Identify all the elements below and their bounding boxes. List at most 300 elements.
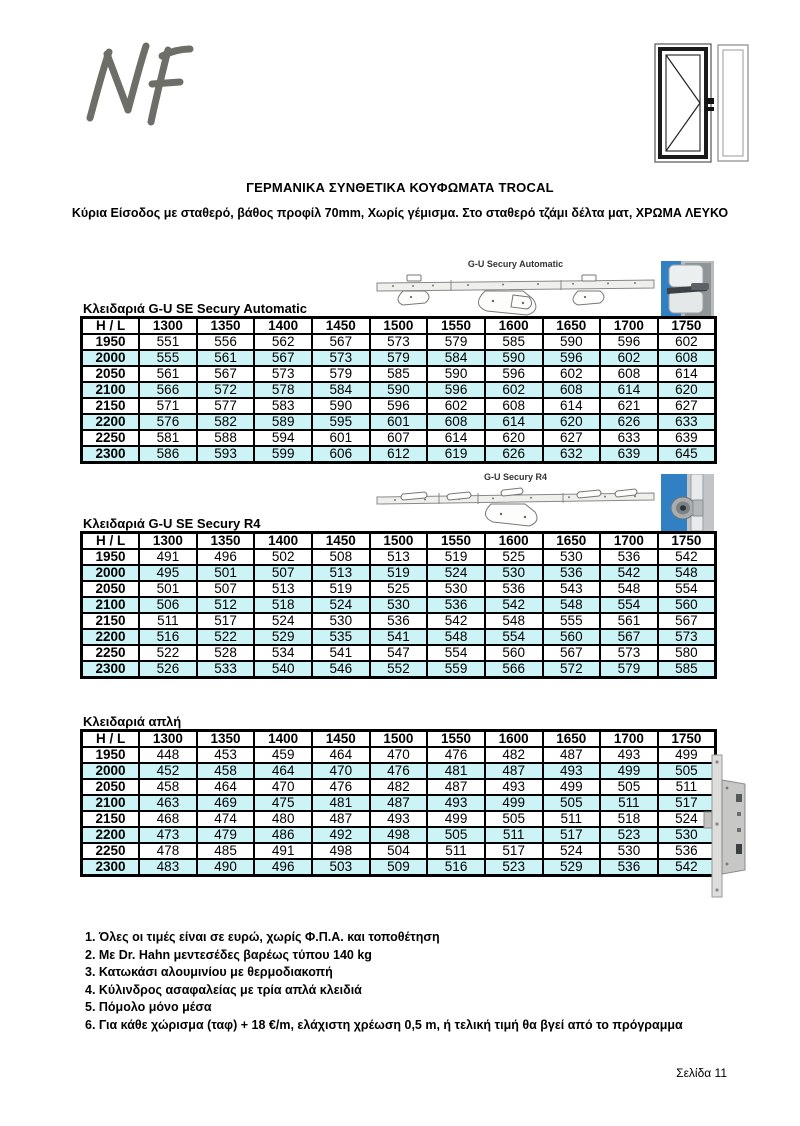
note-6: 6. Για κάθε χώρισμα (ταφ) + 18 €/m, ελάχιστη χρέωση 0,5 m, ή τελική τιμή θα βγεί από το πρόγραμμα xyxy=(85,1017,683,1032)
price-cell: 547 xyxy=(370,645,428,661)
price-cell: 588 xyxy=(197,430,255,446)
row-header: 2100 xyxy=(82,382,140,398)
table-row xyxy=(82,827,716,843)
price-cell: 548 xyxy=(427,629,485,645)
price-cell: 607 xyxy=(370,430,428,446)
price-cell: 542 xyxy=(658,859,716,876)
price-cell: 499 xyxy=(600,763,658,779)
price-cell: 586 xyxy=(139,446,197,463)
price-cell: 534 xyxy=(254,645,312,661)
price-cell: 493 xyxy=(485,779,543,795)
price-cell: 619 xyxy=(427,446,485,463)
price-cell: 470 xyxy=(370,747,428,763)
note-4: 4. Κύλινδρος ασαφαλείας με τρία απλά κλειδιά xyxy=(85,982,362,997)
price-cell: 541 xyxy=(370,629,428,645)
price-cell: 573 xyxy=(370,334,428,350)
price-cell: 596 xyxy=(427,382,485,398)
price-cell: 496 xyxy=(254,859,312,876)
price-cell: 582 xyxy=(197,414,255,430)
price-cell: 566 xyxy=(139,382,197,398)
price-cell: 519 xyxy=(427,549,485,565)
lock-image-secury-r4 xyxy=(373,472,718,534)
price-cell: 612 xyxy=(370,446,428,463)
table-row xyxy=(82,747,716,763)
row-header: 2300 xyxy=(82,859,140,876)
price-cell: 614 xyxy=(485,414,543,430)
price-cell: 579 xyxy=(600,661,658,678)
price-cell: 595 xyxy=(312,414,370,430)
price-cell: 509 xyxy=(370,859,428,876)
price-cell: 530 xyxy=(600,843,658,859)
price-cell: 496 xyxy=(197,549,255,565)
column-header: 1650 xyxy=(543,533,601,550)
price-cell: 528 xyxy=(197,645,255,661)
price-cell: 551 xyxy=(139,334,197,350)
price-cell: 518 xyxy=(600,811,658,827)
price-cell: 468 xyxy=(139,811,197,827)
column-header: 1650 xyxy=(543,731,601,748)
price-cell: 526 xyxy=(139,661,197,678)
price-cell: 579 xyxy=(312,366,370,382)
price-cell: 530 xyxy=(370,597,428,613)
price-cell: 620 xyxy=(543,414,601,430)
price-cell: 491 xyxy=(139,549,197,565)
price-cell: 608 xyxy=(658,350,716,366)
table-row xyxy=(82,811,716,827)
price-cell: 596 xyxy=(370,398,428,414)
row-header: 2000 xyxy=(82,565,140,581)
price-cell: 602 xyxy=(543,366,601,382)
price-cell: 571 xyxy=(139,398,197,414)
price-cell: 511 xyxy=(543,811,601,827)
column-header: 1400 xyxy=(254,533,312,550)
price-cell: 448 xyxy=(139,747,197,763)
row-header: 2150 xyxy=(82,613,140,629)
price-cell: 596 xyxy=(485,366,543,382)
price-cell: 561 xyxy=(600,613,658,629)
price-cell: 578 xyxy=(254,382,312,398)
price-cell: 452 xyxy=(139,763,197,779)
price-cell: 529 xyxy=(254,629,312,645)
price-cell: 458 xyxy=(197,763,255,779)
header-row xyxy=(82,533,716,550)
price-cell: 567 xyxy=(543,645,601,661)
price-cell: 476 xyxy=(312,779,370,795)
price-cell: 487 xyxy=(427,779,485,795)
price-cell: 505 xyxy=(543,795,601,811)
price-cell: 517 xyxy=(485,843,543,859)
price-cell: 453 xyxy=(197,747,255,763)
column-header: H / L xyxy=(82,318,140,335)
row-header: 2250 xyxy=(82,843,140,859)
price-cell: 540 xyxy=(254,661,312,678)
price-cell: 482 xyxy=(370,779,428,795)
price-cell: 633 xyxy=(658,414,716,430)
lock-strip-drawing-icon xyxy=(373,269,658,317)
price-cell: 504 xyxy=(370,843,428,859)
price-cell: 561 xyxy=(197,350,255,366)
table-row xyxy=(82,613,716,629)
table-row xyxy=(82,661,716,678)
column-header: 1350 xyxy=(197,533,255,550)
price-cell: 608 xyxy=(485,398,543,414)
price-cell: 632 xyxy=(543,446,601,463)
price-cell: 645 xyxy=(658,446,716,463)
column-header: H / L xyxy=(82,533,140,550)
price-cell: 596 xyxy=(543,350,601,366)
price-cell: 458 xyxy=(139,779,197,795)
price-cell: 560 xyxy=(485,645,543,661)
price-cell: 487 xyxy=(485,763,543,779)
row-header: 2050 xyxy=(82,581,140,597)
price-cell: 513 xyxy=(370,549,428,565)
price-cell: 516 xyxy=(427,859,485,876)
column-header: 1600 xyxy=(485,731,543,748)
column-header: 1450 xyxy=(312,533,370,550)
column-header: 1300 xyxy=(139,731,197,748)
price-cell: 501 xyxy=(139,581,197,597)
price-cell: 602 xyxy=(658,334,716,350)
price-cell: 517 xyxy=(543,827,601,843)
price-cell: 486 xyxy=(254,827,312,843)
price-cell: 498 xyxy=(370,827,428,843)
price-cell: 511 xyxy=(139,613,197,629)
price-cell: 505 xyxy=(658,763,716,779)
price-cell: 502 xyxy=(254,549,312,565)
price-cell: 503 xyxy=(312,859,370,876)
price-cell: 573 xyxy=(658,629,716,645)
price-cell: 554 xyxy=(658,581,716,597)
price-table-simple-lock xyxy=(80,729,717,877)
price-cell: 487 xyxy=(543,747,601,763)
price-cell: 490 xyxy=(197,859,255,876)
column-header: 1500 xyxy=(370,533,428,550)
price-cell: 511 xyxy=(600,795,658,811)
price-cell: 633 xyxy=(600,430,658,446)
price-cell: 474 xyxy=(197,811,255,827)
price-cell: 542 xyxy=(485,597,543,613)
price-cell: 479 xyxy=(197,827,255,843)
price-cell: 524 xyxy=(312,597,370,613)
price-cell: 543 xyxy=(543,581,601,597)
column-header: 1300 xyxy=(139,533,197,550)
price-cell: 491 xyxy=(254,843,312,859)
row-header: 1950 xyxy=(82,549,140,565)
price-cell: 536 xyxy=(600,859,658,876)
price-cell: 541 xyxy=(312,645,370,661)
price-table xyxy=(80,729,717,877)
price-cell: 513 xyxy=(312,565,370,581)
price-cell: 478 xyxy=(139,843,197,859)
price-cell: 626 xyxy=(600,414,658,430)
price-cell: 585 xyxy=(370,366,428,382)
column-header: 1750 xyxy=(658,318,716,335)
row-header: 2200 xyxy=(82,827,140,843)
column-header: 1550 xyxy=(427,318,485,335)
table-row xyxy=(82,645,716,661)
price-cell: 519 xyxy=(370,565,428,581)
price-cell: 602 xyxy=(427,398,485,414)
row-header: 2000 xyxy=(82,763,140,779)
lock-image-caption: G-U Secury R4 xyxy=(483,472,548,482)
price-cell: 599 xyxy=(254,446,312,463)
row-header: 2050 xyxy=(82,366,140,382)
price-cell: 499 xyxy=(485,795,543,811)
price-cell: 512 xyxy=(197,597,255,613)
price-cell: 536 xyxy=(427,597,485,613)
price-cell: 590 xyxy=(427,366,485,382)
price-cell: 495 xyxy=(139,565,197,581)
price-cell: 596 xyxy=(600,334,658,350)
price-cell: 463 xyxy=(139,795,197,811)
price-cell: 522 xyxy=(139,645,197,661)
price-cell: 523 xyxy=(485,859,543,876)
price-cell: 481 xyxy=(427,763,485,779)
price-cell: 573 xyxy=(254,366,312,382)
price-cell: 501 xyxy=(197,565,255,581)
price-cell: 573 xyxy=(312,350,370,366)
table-label-simple-lock: Κλειδαριά απλή xyxy=(83,714,182,729)
price-cell: 577 xyxy=(197,398,255,414)
price-cell: 505 xyxy=(600,779,658,795)
table-row xyxy=(82,382,716,398)
price-cell: 499 xyxy=(427,811,485,827)
price-cell: 620 xyxy=(658,382,716,398)
price-cell: 530 xyxy=(543,549,601,565)
price-cell: 487 xyxy=(370,795,428,811)
price-cell: 573 xyxy=(600,645,658,661)
price-cell: 523 xyxy=(600,827,658,843)
notes-list xyxy=(85,929,735,1034)
lock-photo-latch xyxy=(661,261,714,318)
table-row xyxy=(82,843,716,859)
price-cell: 614 xyxy=(427,430,485,446)
table-row xyxy=(82,795,716,811)
column-header: 1350 xyxy=(197,731,255,748)
column-header: 1450 xyxy=(312,318,370,335)
price-cell: 555 xyxy=(543,613,601,629)
header-row xyxy=(82,318,716,335)
table-row xyxy=(82,565,716,581)
price-cell: 464 xyxy=(312,747,370,763)
price-cell: 469 xyxy=(197,795,255,811)
price-cell: 524 xyxy=(658,811,716,827)
price-cell: 567 xyxy=(312,334,370,350)
price-cell: 554 xyxy=(485,629,543,645)
price-cell: 548 xyxy=(658,565,716,581)
price-cell: 524 xyxy=(427,565,485,581)
price-cell: 606 xyxy=(312,446,370,463)
price-cell: 542 xyxy=(427,613,485,629)
table-row xyxy=(82,350,716,366)
price-cell: 627 xyxy=(543,430,601,446)
price-cell: 602 xyxy=(600,350,658,366)
price-cell: 505 xyxy=(427,827,485,843)
column-header: 1550 xyxy=(427,731,485,748)
table-label-secury-automatic: Κλειδαριά G-U SE Secury Automatic xyxy=(83,301,307,316)
table-row xyxy=(82,581,716,597)
price-cell: 542 xyxy=(600,565,658,581)
page-subtitle: Κύρια Είσοδος με σταθερό, βάθος προφίλ 70mm, Χωρίς γέμισμα. Στο σταθερό τζάμι δέλτα ματ, ΧΡΩΜΑ ΛΕΥΚΟ xyxy=(71,206,729,220)
table-row xyxy=(82,597,716,613)
note-5: 5. Πόμολο μόνο μέσα xyxy=(85,1000,212,1014)
price-cell: 483 xyxy=(139,859,197,876)
price-cell: 590 xyxy=(370,382,428,398)
column-header: 1500 xyxy=(370,318,428,335)
table-row xyxy=(82,446,716,463)
price-cell: 493 xyxy=(600,747,658,763)
price-cell: 511 xyxy=(658,779,716,795)
price-cell: 554 xyxy=(600,597,658,613)
price-cell: 464 xyxy=(254,763,312,779)
price-cell: 548 xyxy=(543,597,601,613)
price-cell: 507 xyxy=(197,581,255,597)
price-cell: 476 xyxy=(427,747,485,763)
price-cell: 560 xyxy=(658,597,716,613)
price-cell: 499 xyxy=(658,747,716,763)
column-header: 1400 xyxy=(254,731,312,748)
row-header: 2050 xyxy=(82,779,140,795)
column-header: H / L xyxy=(82,731,140,748)
price-cell: 614 xyxy=(600,382,658,398)
price-cell: 482 xyxy=(485,747,543,763)
price-table xyxy=(80,531,717,679)
price-cell: 459 xyxy=(254,747,312,763)
column-header: 1700 xyxy=(600,731,658,748)
price-cell: 505 xyxy=(485,811,543,827)
price-cell: 608 xyxy=(427,414,485,430)
table-row xyxy=(82,334,716,350)
door-schematic-icon xyxy=(643,36,768,171)
price-cell: 536 xyxy=(658,843,716,859)
price-cell: 464 xyxy=(197,779,255,795)
row-header: 2150 xyxy=(82,398,140,414)
price-cell: 542 xyxy=(658,549,716,565)
price-cell: 498 xyxy=(312,843,370,859)
price-cell: 567 xyxy=(600,629,658,645)
table-row xyxy=(82,763,716,779)
price-cell: 536 xyxy=(370,613,428,629)
price-cell: 554 xyxy=(427,645,485,661)
price-cell: 529 xyxy=(543,859,601,876)
price-cell: 546 xyxy=(312,661,370,678)
price-cell: 485 xyxy=(197,843,255,859)
price-cell: 561 xyxy=(139,366,197,382)
price-cell: 506 xyxy=(139,597,197,613)
price-cell: 511 xyxy=(485,827,543,843)
row-header: 2100 xyxy=(82,795,140,811)
lock-strip-drawing-icon xyxy=(373,482,658,530)
price-cell: 552 xyxy=(370,661,428,678)
price-cell: 536 xyxy=(485,581,543,597)
price-cell: 480 xyxy=(254,811,312,827)
column-header: 1450 xyxy=(312,731,370,748)
price-cell: 530 xyxy=(658,827,716,843)
table-row xyxy=(82,414,716,430)
page-title: ΓΕΡΜΑΝΙΚΑ ΣΥΝΘΕΤΙΚΑ ΚΟΥΦΩΜΑΤΑ TROCAL xyxy=(246,180,554,195)
price-cell: 590 xyxy=(312,398,370,414)
price-cell: 581 xyxy=(139,430,197,446)
price-cell: 525 xyxy=(485,549,543,565)
row-header: 2300 xyxy=(82,446,140,463)
price-cell: 524 xyxy=(254,613,312,629)
price-cell: 513 xyxy=(254,581,312,597)
row-header: 2200 xyxy=(82,414,140,430)
row-header: 2250 xyxy=(82,430,140,446)
row-header: 2250 xyxy=(82,645,140,661)
column-header: 1600 xyxy=(485,533,543,550)
row-header: 1950 xyxy=(82,747,140,763)
price-cell: 562 xyxy=(254,334,312,350)
price-cell: 548 xyxy=(485,613,543,629)
lock-image-caption: G-U Secury Automatic xyxy=(467,259,564,269)
lock-image-secury-automatic xyxy=(373,259,718,321)
row-header: 2000 xyxy=(82,350,140,366)
table-row xyxy=(82,398,716,414)
table-row xyxy=(82,430,716,446)
price-cell: 593 xyxy=(197,446,255,463)
price-cell: 567 xyxy=(254,350,312,366)
price-cell: 626 xyxy=(485,446,543,463)
price-table xyxy=(80,316,717,464)
price-cell: 639 xyxy=(600,446,658,463)
nf-logo xyxy=(82,40,202,130)
price-cell: 560 xyxy=(543,629,601,645)
row-header: 2300 xyxy=(82,661,140,678)
note-2: 2. Με Dr. Hahn μεντεσέδες βαρέως τύπου 140 kg xyxy=(85,947,372,962)
note-1: 1. Όλες οι τιμές είναι σε ευρώ, χωρίς Φ.Π.Α. και τοποθέτηση xyxy=(85,930,440,944)
price-cell: 536 xyxy=(543,565,601,581)
row-header: 2150 xyxy=(82,811,140,827)
price-cell: 524 xyxy=(543,843,601,859)
price-cell: 576 xyxy=(139,414,197,430)
price-table-secury-automatic xyxy=(80,316,717,464)
price-cell: 601 xyxy=(312,430,370,446)
price-cell: 535 xyxy=(312,629,370,645)
price-cell: 601 xyxy=(370,414,428,430)
table-row xyxy=(82,859,716,876)
price-cell: 556 xyxy=(197,334,255,350)
price-cell: 579 xyxy=(427,334,485,350)
price-cell: 602 xyxy=(485,382,543,398)
price-cell: 567 xyxy=(197,366,255,382)
price-cell: 493 xyxy=(543,763,601,779)
price-cell: 499 xyxy=(543,779,601,795)
price-cell: 530 xyxy=(312,613,370,629)
price-cell: 579 xyxy=(370,350,428,366)
price-cell: 585 xyxy=(658,661,716,678)
price-cell: 566 xyxy=(485,661,543,678)
price-cell: 608 xyxy=(543,382,601,398)
price-cell: 548 xyxy=(600,581,658,597)
price-cell: 621 xyxy=(600,398,658,414)
price-cell: 530 xyxy=(427,581,485,597)
column-header: 1750 xyxy=(658,731,716,748)
column-header: 1700 xyxy=(600,318,658,335)
price-cell: 627 xyxy=(658,398,716,414)
column-header: 1700 xyxy=(600,533,658,550)
price-cell: 518 xyxy=(254,597,312,613)
price-cell: 493 xyxy=(427,795,485,811)
row-header: 1950 xyxy=(82,334,140,350)
row-header: 2100 xyxy=(82,597,140,613)
note-3: 3. Κατωκάσι αλουμινίου με θερμοδιακοπή xyxy=(85,965,333,979)
price-cell: 519 xyxy=(312,581,370,597)
column-header: 1300 xyxy=(139,318,197,335)
price-cell: 492 xyxy=(312,827,370,843)
price-cell: 470 xyxy=(312,763,370,779)
price-cell: 590 xyxy=(543,334,601,350)
